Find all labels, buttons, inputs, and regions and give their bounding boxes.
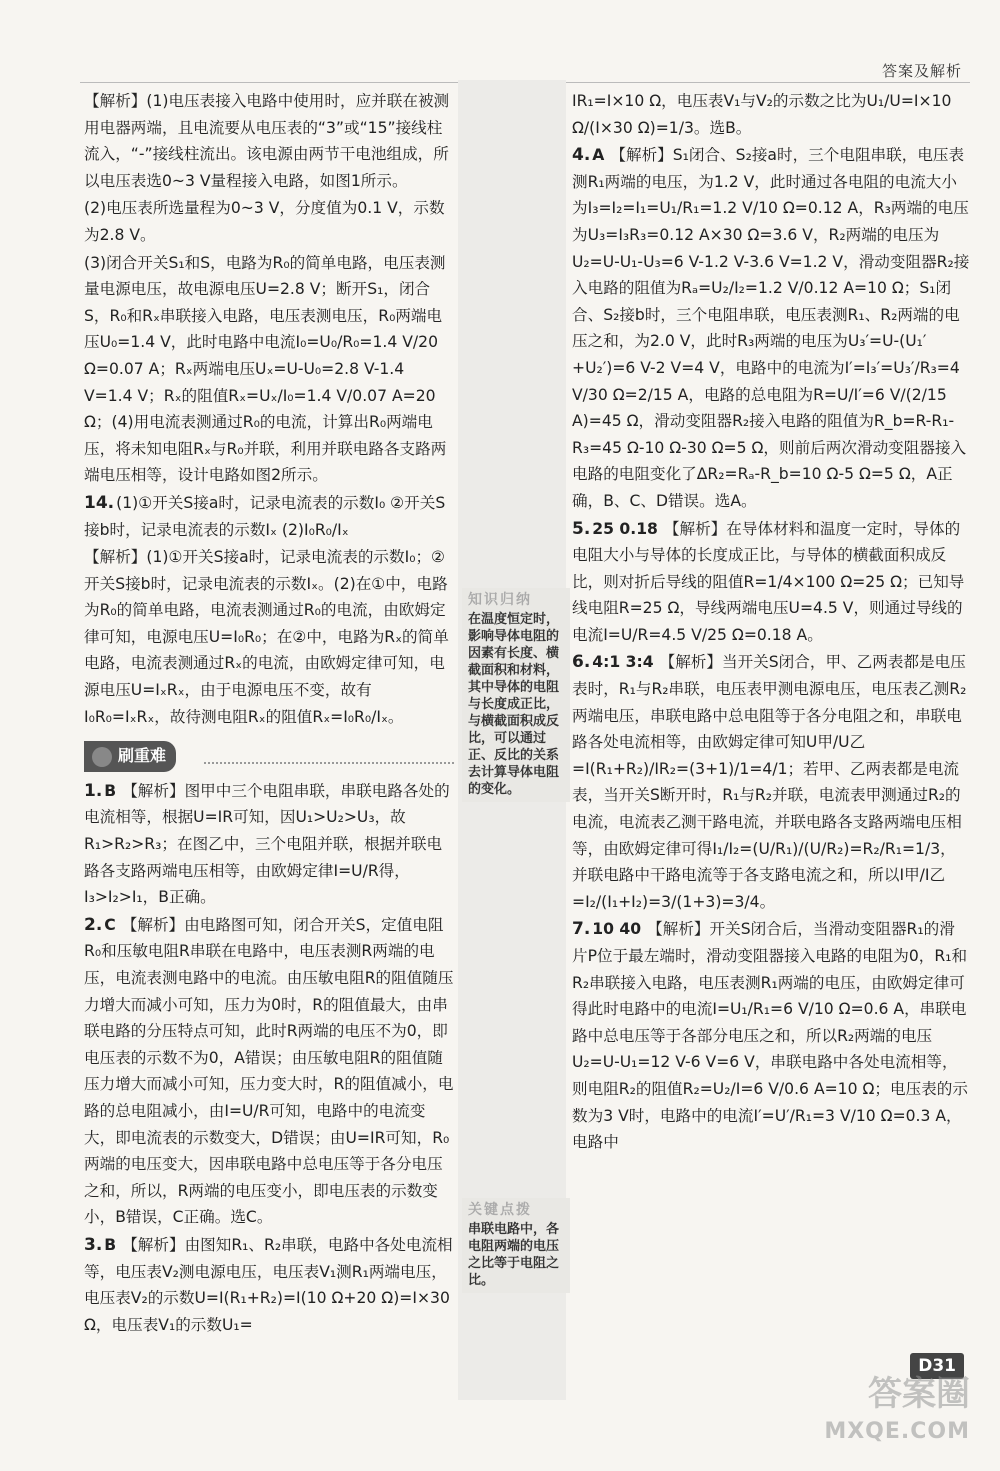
answer-item (572, 142, 970, 514)
explanation-text: 【解析】图甲中三个电阻串联，串联电路各处的电流相等，根据U=IR可知，因U₁>U₂>U₃，故R₁>R₂>R₃；在图乙中，三个电阻并联，根据并联电路各支路两端电压相等，由欧姆定律I=U/R得，I₃>I₂>I₁，B正确。 (84, 781, 450, 907)
knowledge-summary-note (462, 588, 570, 802)
question-number: 7. (572, 919, 591, 940)
explanation-text: (1)①开关S接a时，记录电流表的示数I₀ ②开关S接b时，记录电流表的示数Iₓ (2)I₀R₀/Iₓ (84, 493, 446, 539)
answer-key: 25 0.18 (592, 519, 658, 538)
key-tip-title: 关键点拨 (468, 1202, 532, 1218)
explanation-paragraph (84, 250, 454, 489)
answer-key: B (104, 1235, 117, 1254)
answer-item (572, 649, 970, 915)
explanation-text: 【解析】(1)电压表接入电路中使用时，应并联在被测用电器两端，且电流要从电压表的“3”或“15”接线柱流入，“-”接线柱流出。该电源由两节干电池组成，所以电压表选0~3 V量程接入电路，如图1所示。 (84, 92, 450, 190)
question-number: 5. (572, 518, 591, 539)
explanation-text: IR₁=I×10 Ω，电压表V₁与V₂的示数之比为U₁/U=I×10 Ω/(I×30 Ω)=1/3。选B。 (572, 92, 952, 137)
explanation-paragraph (572, 88, 970, 141)
answer-key: 10 40 (592, 920, 642, 939)
answer-key: B (104, 781, 117, 800)
question-number: 4. (572, 145, 591, 166)
watermark-text: 答案圈 (868, 1374, 970, 1414)
answer-item (84, 490, 454, 543)
page-number: D31 (910, 1353, 964, 1379)
explanation-text: 【解析】在导体材料和温度一定时，导体的电阻大小与导体的长度成正比，与导体的横截面积成反比，则对折后导线的阻值R=1/4×100 Ω=25 Ω；已知导线电阻R=25 Ω，导线两端电压U=4.5 V，则通过导线的电流I=U/R=4.5 V/25 Ω=0.18 A。 (572, 519, 965, 644)
explanation-paragraph (84, 195, 454, 248)
page-header-title: 答案及解析 (881, 62, 962, 80)
explanation-text: 【解析】由电路图可知，闭合开关S，定值电阻R₀和压敏电阻R串联在电路中，电压表测R两端的电压，电流表测电路中的电流。由压敏电阻R的阻值随压力增大而减小可知，压力为0时，R的阻值最大，由串联电路的分压特点可知，此时R两端的电压不为0，即电压表的示数不为0，A错误；由压敏电阻R的阻值随压力增大而减小可知，压力变大时，R的阻值减小，电路的总电阻减小，由I=U/R可知，电路中的电流变大，即电流表的示数变大，D错误；由U=IR可知，R₀两端的电压变大，因串联电路中总电压等于各分电压之和，所以，R两端的电压变小，即电压表的示数变小，B错误，C正确。选C。 (84, 915, 454, 1227)
answer-item (572, 916, 970, 1155)
explanation-text: 【解析】开关S闭合后，当滑动变阻器R₁的滑片P位于最左端时，滑动变阻器接入电路的电阻为0，R₁和R₂串联接入电路，电压表测R₁两端的电压，由欧姆定律可得此时电路中的电流I=U₁/R₁=6 V/10 Ω=0.6 A，串联电路中总电压等于各部分电压之和，所以R₂两端的电压U₂=U-U₁=12 V-6 V=6 V，串联电路中各处电流相等，则电阻R₂的阻值R₂=U₂/I=6 V/0.6 A=10 Ω；电压表的示数为3 V时，电路中的电流I′=U′/R₁=3 V/10 Ω=0.3 A，电路中 (572, 920, 968, 1152)
section-title-label: 刷重难 (118, 746, 167, 766)
explanation-text: (3)闭合开关S₁和S，电路为R₀的简单电路，电压表测量电源电压，故电源电压U=2.8 V；断开S₁，闭合S，R₀和Rₓ串联接入电路，电压表测电压，R₀两端电压U₀=1.4 V，此时电路中电流I₀=U₀/R₀=1.4 V/20 Ω=0.07 A；Rₓ两端电压Uₓ=U-U₀=2.8 V-1.4 V=1.4 V；Rₓ的阻值Rₓ=Uₓ/I₀=1.4 V/0.07 A=20 Ω；(4)用电流表测通过R₀的电流，计算出R₀两端电压，将未知电阻Rₓ与R₀并联，利用并联电路各支路两端电压相等，设计电路如图2所示。 (84, 253, 447, 485)
watermark-logo (824, 1375, 970, 1451)
answer-key: 4:1 3:4 (592, 653, 654, 672)
answer-item (84, 778, 454, 911)
explanation-text: 【解析】(1)①开关S接a时，记录电流表的示数I₀；②开关S接b时，记录电流表的示数Iₓ。(2)在①中，电路为R₀的简单电路，电流表测通过R₀的电流，由欧姆定律可知，电源电压U=I₀R₀；在②中，电路为Rₓ的简单电路，电流表测通过Rₓ的电流，由欧姆定律可知，电源电压U=IₓRₓ，由于电源电压不变，故有I₀R₀=IₓRₓ，故待测电阻Rₓ的阻值Rₓ=I₀R₀/Iₓ。 (84, 548, 449, 726)
section-divider (204, 762, 454, 778)
watermark-url: MXQE.COM (824, 1419, 970, 1444)
question-number: 14. (84, 492, 115, 513)
key-tip-text: 串联电路中，各电阻两端的电压之比等于电阻之比。 (468, 1222, 560, 1288)
explanation-text: 【解析】由图知R₁、R₂串联，电路中各处电流相等，电压表V₂测电源电压，电压表V₁测R₁两端电压，电压表V₂的示数U=I(R₁+R₂)=I(10 Ω+20 Ω)=I×30 Ω，电压表V₁的示数U₁= (84, 1235, 453, 1334)
question-number: 3. (84, 1234, 103, 1255)
answer-item (84, 912, 454, 1231)
explanation-paragraph (84, 544, 454, 730)
left-column (84, 88, 454, 1339)
question-number: 2. (84, 914, 103, 935)
question-number: 6. (572, 652, 591, 673)
question-number: 1. (84, 780, 103, 801)
explanation-text: (2)电压表所选量程为0~3 V，分度值为0.1 V，示数为2.8 V。 (84, 199, 445, 244)
answer-key: A (592, 146, 605, 165)
answer-item (84, 1232, 454, 1338)
knowledge-summary-title: 知识归纳 (468, 592, 532, 608)
answer-item (572, 516, 970, 649)
explanation-paragraph (84, 88, 454, 194)
knowledge-summary-text: 在温度恒定时，影响导体电阻的因素有长度、横截面积和材料，其中导体的电阻与长度成正比，与横截面积成反比，可以通过正、反比的关系去计算导体电阻的变化。 (468, 612, 560, 797)
answer-key: C (104, 915, 116, 934)
explanation-text: 【解析】S₁闭合、S₂接a时，三个电阻串联，电压表测R₁两端的电压，为1.2 V，此时通过各电阻的电流大小为I₃=I₂=I₁=U₁/R₁=1.2 V/10 Ω=0.12 A，R₃两端的电压为U₃=I₃R₃=0.12 A×30 Ω=3.6 V，R₂两端的电压为U₂=U-U₁-U₃=6 V-1.2 V-3.6 V=1.2 V，滑动变阻器R₂接入电路的阻值为Rₐ=U₂/I₂=1.2 V/0.12 A=10 Ω；S₁闭合、S₂接b时，三个电阻串联，电压表测R₁、R₂两端的电压之和，为2.0 V，此时R₃两端的电压为U₃′=U-(U₁′+U₂′)=6 V-2 V=4 V，电路中的电流为I′=I₃′=U₃′/R₃=4 V/30 Ω=2/15 A，电路的总电阻为R=U/I′=6 V/(2/15 A)=45 Ω，滑动变阻器R₂接入电路的阻值为R_b=R-R₁-R₃=45 Ω-10 Ω-30 Ω=5 Ω，则前后两次滑动变阻器接入电路的电阻变化了ΔR₂=Rₐ-R_b=10 Ω-5 Ω=5 Ω，A正确，B、C、D错误。选A。 (572, 146, 970, 510)
brush-icon (92, 747, 112, 767)
right-column (572, 88, 970, 1157)
key-tip-note (462, 1198, 570, 1293)
section-title (84, 741, 176, 772)
explanation-text: 【解析】当开关S闭合，甲、乙两表都是电压表时，R₁与R₂串联，电压表甲测电源电压，电压表乙测R₂两端电压，串联电路中总电阻等于各分电阻之和，串联电路各处电流相等，由欧姆定律可知U甲/U乙=I(R₁+R₂)/IR₂=(3+1)/1=4/1；若甲、乙两表都是电流表，当开关S断开时，R₁与R₂并联，电流表甲测通过R₂的电流，电流表乙测干路电流，并联电路各支路两端电压相等，由欧姆定律可得I₁/I₂=(U/R₁)/(U/R₂)=R₂/R₁=1/3，并联电路中干路电流等于各支路电流之和，所以I甲/I乙=I₂/(I₁+I₂)=3/(1+3)=3/4。 (572, 653, 967, 911)
